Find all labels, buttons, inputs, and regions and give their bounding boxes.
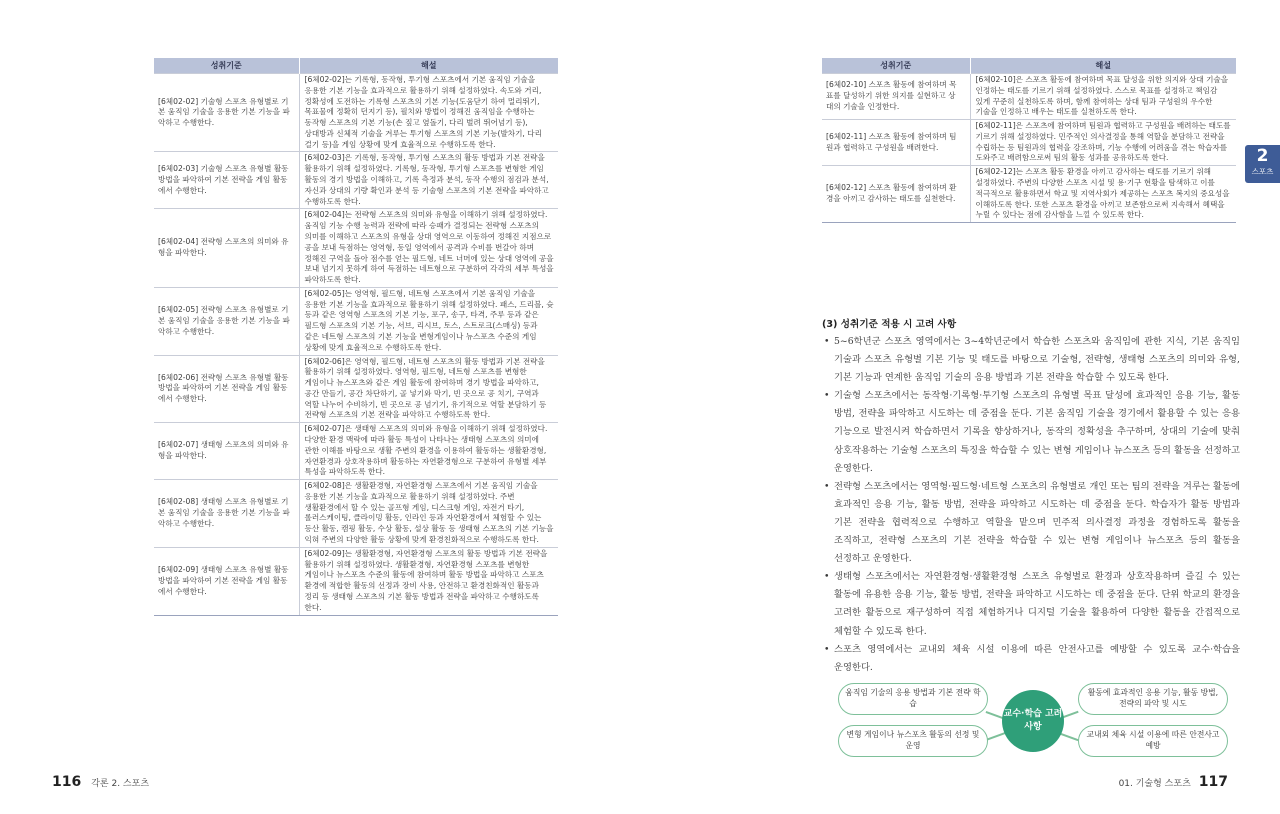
- teaching-diagram: [838, 681, 1228, 761]
- header-explanation: 해설: [970, 58, 1236, 74]
- chapter-tab[interactable]: [1245, 145, 1280, 183]
- considerations-section: [822, 316, 1240, 677]
- list-item: [822, 478, 1240, 568]
- diagram-node-bottom-right: 교내외 체육 시설 이용에 따른 안전사고 예방: [1078, 725, 1228, 757]
- table-row: [822, 120, 1236, 166]
- footer-right: [1119, 774, 1228, 790]
- explanation-cell: [6체02-09]는 생활환경형, 자연환경형 스포츠의 활동 방법과 기본 전략을 활용하기 위해 설정하였다. 생활환경형, 자연환경형 스포츠를 변형한 게임이나 뉴스포츠 수준의 활동에 참여하며 활동 방법을 파악하고 스포츠 환경에 적합한 활동의 선정과 장비 사용, 안전하고 환경친화적인 활동과 정리 등 생태형 스포츠의 기본 활동 방법과 전략을 파악하고 수행하도록 한다.: [299, 547, 558, 615]
- diagram-node-bottom-left: 변형 게임이나 뉴스포츠 활동의 선정 및 운영: [838, 725, 988, 757]
- table-row: [154, 423, 558, 480]
- table-row: [154, 287, 558, 355]
- page-number-right: 117: [1198, 774, 1228, 790]
- page-number-left: 116: [52, 774, 82, 790]
- table-row: [154, 209, 558, 287]
- list-item: [822, 641, 1240, 677]
- standard-cell: [6체02-09] 생태형 스포츠 유형별 활동 방법을 파악하여 기본 전략을 게임 활동에서 수행한다.: [154, 547, 299, 615]
- bullet-text: 스포츠 영역에서는 교내외 체육 시설 이용에 따른 안전사고를 예방할 수 있도록 교수·학습을 운영한다.: [834, 643, 1240, 673]
- table-row: [822, 74, 1236, 120]
- bullet-text: 전략형 스포츠에서는 영역형·필드형·네트형 스포츠의 유형별로 개인 또는 팀의 전략을 겨루는 활동에 효과적인 응용 기능, 활동 방법, 전략을 파악하고 시도하는 데 중점을 둔다. 학습자가 활동 방법과 기본 전략을 협력적으로 수행하고 역할을 맡으며 민주적 의사결정 과정을 경험하도록 활동을 조직하고, 전략형 스포츠의 기본 전략을 학습할 수 있는 변형 게임이나 뉴스포츠 등의 활동을 선정하고 운영한다.: [834, 480, 1240, 565]
- list-item: [822, 333, 1240, 387]
- standard-cell: [6체02-04] 전략형 스포츠의 의미와 유형을 파악한다.: [154, 209, 299, 287]
- explanation-cell: [6체02-06]은 영역형, 필드형, 네트형 스포츠의 활동 방법과 기본 전략을 활용하기 위해 설정하였다. 영역형, 필드형, 네트형 스포츠를 변형한 게임이나 뉴스포츠와 같은 게임 활동에 참여하며 경기 방법을 파악하고, 공간 만들기, 공간 차단하기, 골 넣기와 막기, 빈 곳으로 공 치기, 구역과 역할 나누어 수비하기, 빈 곳으로 공 넘기기, 유기적으로 역할 분담하기 등 전략형 스포츠의 기본 전략을 파악하고 수행하도록 한다.: [299, 355, 558, 423]
- bullet-icon: •: [824, 480, 830, 492]
- list-item: [822, 568, 1240, 640]
- explanation-cell: [6체02-08]은 생활환경형, 자연환경형 스포츠에서 기본 움직임 기술을 응용한 기본 기능을 효과적으로 활용하기 위해 설정하였다. 주변 생활환경에서 할 수 있는 골프형 게임, 디스크형 게임, 자전거 타기, 롤러스케이팅, 클라이밍 활동, 인라인 등과 자연환경에서 체험할 수 있는 등산 활동, 캠핑 활동, 수상 활동, 설상 활동 등 생태형 스포츠의 기본 기능을 익혀 주변의 다양한 활동 상황에 맞게 환경친화적으로 수행하도록 한다.: [299, 480, 558, 548]
- section-title: (3) 성취기준 적용 시 고려 사항: [822, 319, 957, 330]
- table-row: [154, 355, 558, 423]
- header-standard: 성취기준: [154, 58, 299, 74]
- bullet-text: 생태형 스포츠에서는 자연환경형·생활환경형 스포츠 유형별로 환경과 상호작용하며 즐길 수 있는 활동에 유용한 응용 기능, 활동 방법, 전략을 파악하고 시도하는 데 중점을 둔다. 단위 학교의 환경을 고려한 활동으로 재구성하여 직접 체험하거나 디지털 기술을 활용하여 다양한 활동을 간접적으로 체험할 수 있도록 한다.: [834, 571, 1240, 637]
- achievement-table-left: [154, 58, 558, 616]
- running-title-left: 각론 2. 스포츠: [91, 779, 150, 789]
- bullet-icon: •: [824, 643, 830, 655]
- bullet-icon: •: [824, 571, 830, 583]
- explanation-cell: [6체02-12]는 스포츠 활동 환경을 아끼고 감사하는 태도를 기르기 위해 설정하였다. 주변의 다양한 스포츠 시설 및 용·기구 현황을 탐색하고 이를 적극적으로 활용하면서 학교 및 지역사회가 제공하는 스포츠 복지의 중요성을 이해하도록 한다. 또한 스포츠 환경을 아끼고 보존함으로써 지속해서 혜택을 누릴 수 있다는 점에 감사함을 느낄 수 있도록 한다.: [970, 166, 1236, 223]
- header-explanation: 해설: [299, 58, 558, 74]
- table-row: [154, 547, 558, 615]
- considerations-list: [822, 333, 1240, 677]
- explanation-cell: [6체02-05]는 영역형, 필드형, 네트형 스포츠에서 기본 움직임 기술을 응용한 기본 기능을 효과적으로 활용하기 위해 설정하였다. 패스, 드리블, 슛 등과 같은 영역형 스포츠의 기본 기능, 포구, 송구, 타격, 주루 등과 같은 필드형 스포츠의 기본 기능, 서브, 리시브, 토스, 스트로크(스매싱) 등과 같은 네트형 스포츠의 기본 기능을 변형게임이나 뉴스포츠 수준의 게임 상황에 맞게 효율적으로 수행하도록 한다.: [299, 287, 558, 355]
- standard-cell: [6체02-07] 생태형 스포츠의 의미와 유형을 파악한다.: [154, 423, 299, 480]
- running-title-right: 01. 기술형 스포츠: [1118, 779, 1191, 789]
- standard-cell: [6체02-08] 생태형 스포츠 유형별로 기본 움직임 기술을 응용한 기본 기능을 파악하고 수행한다.: [154, 480, 299, 548]
- standard-cell: [6체02-12] 스포츠 활동에 참여하며 환경을 아끼고 감사하는 태도를 실천한다.: [822, 166, 970, 223]
- list-item: [822, 387, 1240, 477]
- table-row: [822, 166, 1236, 223]
- diagram-node-top-right: 활동에 효과적인 응용 기능, 활동 방법, 전략의 파악 및 시도: [1078, 683, 1228, 715]
- standard-cell: [6체02-05] 전략형 스포츠 유형별로 기본 움직임 기술을 응용한 기본 기능을 파악하고 수행한다.: [154, 287, 299, 355]
- diagram-center-node: 교수·학습 고려 사항: [1002, 690, 1064, 752]
- bullet-icon: •: [824, 390, 830, 402]
- explanation-cell: [6체02-10]은 스포츠 활동에 참여하며 목표 달성을 위한 의지와 상대 기술을 인정하는 태도를 기르기 위해 설정하였다. 스스로 목표를 설정하고 책임감 있게 꾸준히 실천하도록 하며, 함께 참여하는 상대 팀과 구성원의 우수한 기술을 인정하고 배우는 태도를 실천하도록 한다.: [970, 74, 1236, 120]
- footer-left: [52, 774, 149, 790]
- bullet-text: 기술형 스포츠에서는 동작형·기록형·투기형 스포츠의 유형별 목표 달성에 효과적인 응용 기능, 활동 방법, 전략을 파악하고 시도하는 데 중점을 둔다. 기본 움직임 기술을 경기에서 활용할 수 있는 응용 기능으로 발전시켜 학습하면서 기록을 향상하거나, 동작의 정확성을 추구하며, 상대의 기술에 맞춰 상호작용하는 기술형 스포츠의 특징을 학습할 수 있는 변형 게임이나 뉴스포츠 등의 활동을 선정하고 운영한다.: [834, 390, 1240, 474]
- table-row: [154, 74, 558, 152]
- standard-cell: [6체02-10] 스포츠 활동에 참여하며 목표를 달성하기 위한 의지를 실현하고 상대의 기술을 인정한다.: [822, 74, 970, 120]
- standard-cell: [6체02-06] 전략형 스포츠 유형별 활동 방법을 파악하여 기본 전략을 게임 활동에서 수행한다.: [154, 355, 299, 423]
- explanation-cell: [6체02-07]은 생태형 스포츠의 의미와 유형을 이해하기 위해 설정하였다. 다양한 환경 맥락에 따라 활동 특성이 나타나는 생태형 스포츠의 의미에 관한 이해를 바탕으로 생활 주변의 환경을 이용하여 활동하는 생활환경형, 자연환경과 상호작용하며 활동하는 자연환경형으로 구분하여 유형별 세부 특성을 파악하도록 한다.: [299, 423, 558, 480]
- header-standard: 성취기준: [822, 58, 970, 74]
- achievement-table-right: [822, 58, 1236, 223]
- table-row: [154, 152, 558, 209]
- explanation-cell: [6체02-11]은 스포츠에 참여하며 팀원과 협력하고 구성원을 배려하는 태도를 기르기 위해 설정하였다. 민주적인 의사결정을 통해 역할을 분담하고 전략을 수립하는 등 팀원과의 협력을 강조하며, 기능 수행에 어려움을 겪는 학습자를 도와주고 배려함으로써 팀의 활동 성과를 공유하도록 한다.: [970, 120, 1236, 166]
- right-page: [640, 0, 1280, 814]
- standard-cell: [6체02-11] 스포츠 활동에 참여하며 팀원과 협력하고 구성원을 배려한다.: [822, 120, 970, 166]
- explanation-cell: [6체02-02]는 기록형, 동작형, 투기형 스포츠에서 기본 움직임 기술을 응용한 기본 기능을 효과적으로 활용하기 위해 설정하였다. 속도와 거리, 정확성에 도전하는 기록형 스포츠의 기본 기능(도움닫기 하여 멀리뛰기, 목표물에 정확히 던지기 등), 필치와 방법이 정해진 움직임을 수행하는 동작형 스포츠의 기본 기능(손 짚고 옆돌기, 다리 벌려 뛰어넘기 등), 상대방과 신체적 기술을 겨루는 투기형 스포츠의 기본 기능(발차기, 다리 걸기 등)을 게임 상황에 맞게 효율적으로 수행하도록 한다.: [299, 74, 558, 152]
- chapter-tab-label: 스포츠: [1251, 167, 1274, 176]
- standard-cell: [6체02-03] 기술형 스포츠 유형별 활동 방법을 파악하여 기본 전략을 게임 활동에서 수행한다.: [154, 152, 299, 209]
- bullet-text: 5~6학년군 스포츠 영역에서는 3~4학년군에서 학습한 스포츠와 움직임에 관한 지식, 기본 움직임 기술과 스포츠 유형별 기본 기능 및 태도를 바탕으로 기술형, 전략형, 생태형 스포츠의 의미와 유형, 기본 기능과 연계한 움직임 기술의 응용 방법과 기본 전략을 학습할 수 있도록 한다.: [834, 336, 1240, 384]
- table-row: [154, 480, 558, 548]
- diagram-node-top-left: 움직임 기술의 응용 방법과 기본 전략 학습: [838, 683, 988, 715]
- explanation-cell: [6체02-04]는 전략형 스포츠의 의미와 유형을 이해하기 위해 설정하였다. 움직임 기능 수행 능력과 전략에 따라 승패가 결정되는 전략형 스포츠의 의미를 이해하고 스포츠의 유형을 상대 영역으로 이동하여 정해진 지점으로 공을 보내 득점하는 영역형, 동일 영역에서 공격과 수비를 번갈아 하며 정해진 구역을 돌아 점수를 얻는 필드형, 네트 너머에 있는 상대 영역에 공을 보내 넘기지 못하게 하여 득점하는 네트형으로 구분하여 각각의 세부 특성을 파악하도록 한다.: [299, 209, 558, 287]
- standard-cell: [6체02-02] 기술형 스포츠 유형별로 기본 움직임 기술을 응용한 기본 기능을 파악하고 수행한다.: [154, 74, 299, 152]
- chapter-tab-number: 2: [1256, 146, 1269, 166]
- bullet-icon: •: [824, 336, 830, 347]
- explanation-cell: [6체02-03]은 기록형, 동작형, 투기형 스포츠의 활동 방법과 기본 전략을 활용하기 위해 설정하였다. 기록형, 동작형, 투기형 스포츠를 변형한 게임 활동의 경기 방법을 이해하고, 기록 측정과 분석, 동작 수행의 점검과 분석, 자신과 상대의 기량 확인과 분석 등 기술형 스포츠의 기본 전략을 파악하고 수행하도록 한다.: [299, 152, 558, 209]
